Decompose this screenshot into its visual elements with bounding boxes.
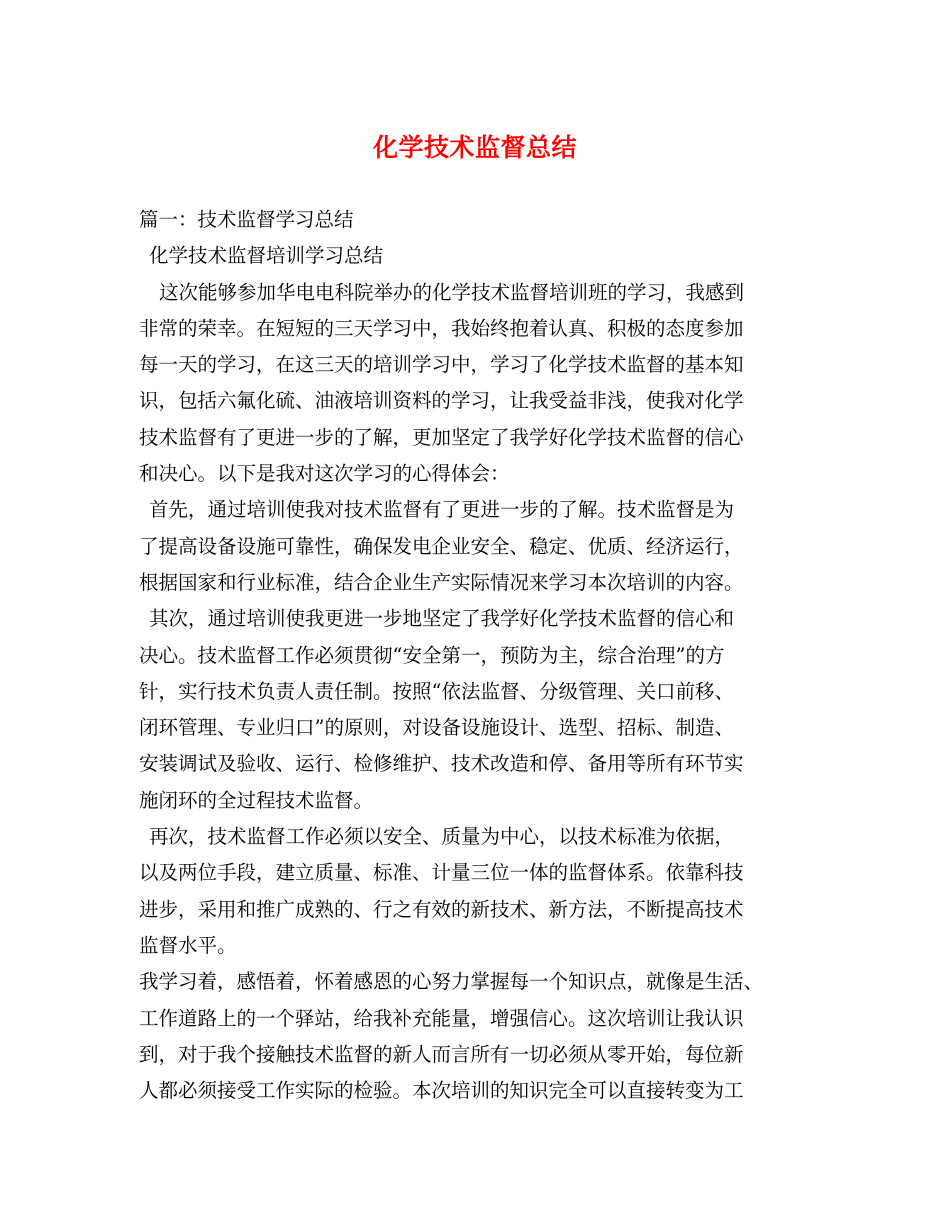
- paragraph-line: 再次，技术监督工作必须以安全、质量为中心，以技术标准为依据，: [149, 825, 735, 849]
- paragraph-line: 每一天的学习，在这三天的培训学习中，学习了化学技术监督的基本知: [139, 353, 744, 377]
- subsection-heading: 化学技术监督培训学习总结: [149, 244, 384, 268]
- paragraph-line: 这次能够参加华电电科院举办的化学技术监督培训班的学习，我感到: [159, 280, 745, 304]
- paragraph-line: 施闭环的全过程技术监督。: [139, 788, 374, 812]
- section-heading: 篇一：技术监督学习总结: [139, 208, 354, 231]
- document-body: [139, 202, 814, 1109]
- paragraph-line: 我学习着，感悟着，怀着感恩的心努力掌握每一个知识点，就像是生活、: [139, 970, 764, 994]
- paragraph-line: 针，实行技术负责人责任制。按照“依法监督、分级管理、关口前移、: [139, 679, 734, 703]
- paragraph-line: 决心。技术监督工作必须贯彻“安全第一，预防为主，综合治理”的方: [139, 643, 725, 667]
- paragraph-line: 了提高设备设施可靠性，确保发电企业安全、稳定、优质、经济运行，: [139, 534, 744, 558]
- paragraph-line: 以及两位手段，建立质量、标准、计量三位一体的监督体系。依靠科技: [139, 861, 744, 885]
- paragraph-line: 其次，通过培训使我更进一步地坚定了我学好化学技术监督的信心和: [149, 607, 735, 631]
- paragraph-line: 非常的荣幸。在短短的三天学习中，我始终抱着认真、积极的态度参加: [139, 316, 744, 340]
- paragraph-line: 识，包括六氟化硫、油液培训资料的学习，让我受益非浅，使我对化学: [139, 389, 744, 413]
- paragraph-line: 进步，采用和推广成熟的、行之有效的新技术、新方法，不断提高技术: [139, 897, 744, 921]
- paragraph-line: 到，对于我个接触技术监督的新人而言所有一切必须从零开始，每位新: [139, 1042, 744, 1066]
- paragraph-line: 和决心。以下是我对这次学习的心得体会：: [139, 462, 510, 486]
- paragraph-line: 工作道路上的一个驿站，给我补充能量，增强信心。这次培训让我认识: [139, 1006, 744, 1030]
- paragraph-line: 闭环管理、专业归口”的原则，对设备设施设计、选型、招标、制造、: [139, 716, 734, 740]
- paragraph-line: 人都必须接受工作实际的检验。本次培训的知识完全可以直接转变为工: [139, 1079, 744, 1103]
- paragraph-line: 首先，通过培训使我对技术监督有了更进一步的了解。技术监督是为: [149, 498, 735, 522]
- paragraph-line: 安装调试及验收、运行、检修维护、技术改造和停、备用等所有环节实: [139, 752, 744, 776]
- paragraph-line: 根据国家和行业标准，结合企业生产实际情况来学习本次培训的内容。: [139, 570, 744, 594]
- paragraph-line: 技术监督有了更进一步的了解，更加坚定了我学好化学技术监督的信心: [139, 425, 744, 449]
- paragraph-line: 监督水平。: [139, 933, 237, 957]
- document-title: 化学技术监督总结: [372, 133, 577, 162]
